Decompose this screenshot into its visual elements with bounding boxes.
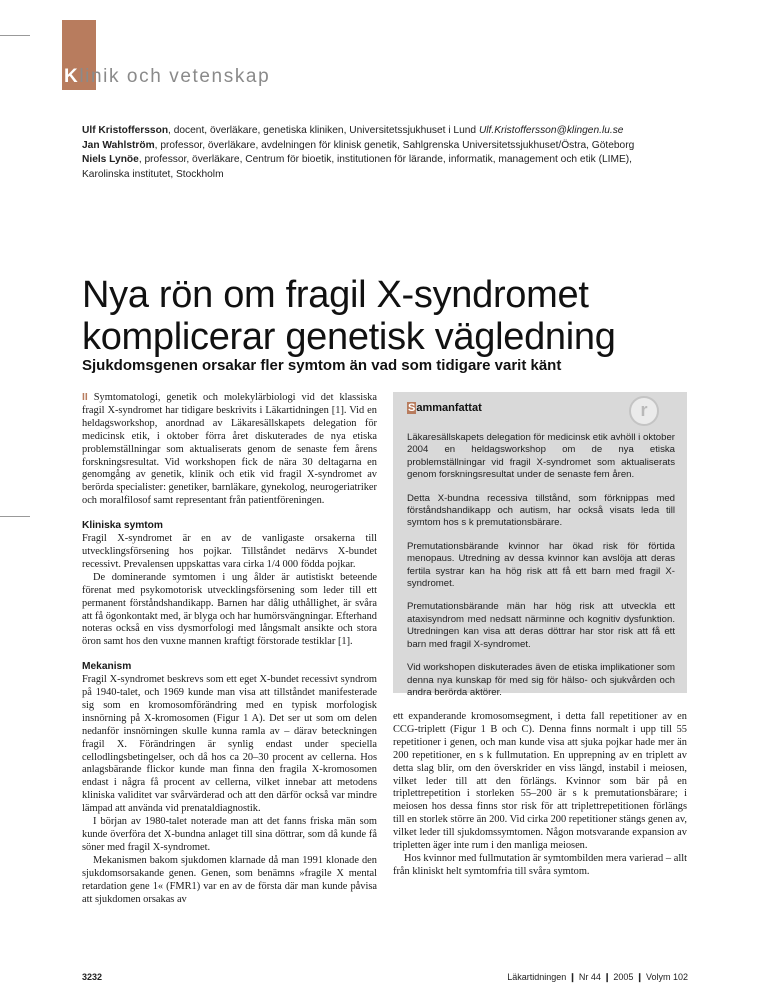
body-paragraph: ett expanderande kromosomsegment, i detta fall repetitioner av en CCG-triplett (Figur 1 B och C). Denna finns normalt i upp till 55 repetitioner i genen, och man kunde visa att sjuka pojkar hade mer än 200 repetitioner, en s k fullmutation. En upprepning av en triplett av detta slag blir, om den överskrider en viss längd, instabil i meiosen, vilket leder till att den förlängs. Kvinnor som bär på en triplettrepetition i storleken 55–200 är s k premutationsbärare; i meiosen hos dessa finns stor risk för att triplettrepetitionen förlängs till en storlek större än 200. Vid cirka 200 repetitioner stängs genen av, vilket leder till sjukdomssymtomen. Någon motsvarande expansion av tripletten äger inte rum i den manliga meiosen. <box>393 711 687 852</box>
right-column <box>393 711 687 879</box>
review-badge-icon <box>629 396 659 426</box>
summary-heading-initial: S <box>408 402 416 414</box>
article-subtitle: Sjukdomsgenen orsakar fler symtom än vad som tidigare varit känt <box>82 357 562 374</box>
section-label-initial: K <box>64 66 80 87</box>
author-line <box>82 124 682 139</box>
intro-paragraph <box>82 392 377 508</box>
author-affiliation: , professor, överläkare, Centrum för bioetik, institutionen för lärande, informatik, management och etik (LIME), Karolinska institutet, Stockholm <box>82 154 632 180</box>
body-paragraph: Hos kvinnor med fullmutation är symtombilden mera varierad – allt från kliniskt helt symtomfria till svåra symtom. <box>393 852 687 877</box>
intro-text: Symtomatologi, genetik och molekylärbiologi vid det klassiska fragil X-syndromet har tidigare beskrivits i Läkartidningen [1]. Vid en heldagsworkshop, anordnad av Läkaresällskapets delegation för medicinsk etik, i oktober förra året diskuterades de nya etiska problemställningar som aktualiserats genom de senaste fem årens forskningsresultat. Vid workshopen fick de nära 30 deltagarna en genomgång av genetik, klinik och etik vid fragil X-syndromet av berörda specialister: genetiker, barnläkare, gynekolog, neurogeriatriker och moralfilosof samt representant från patientföreningen. <box>82 392 378 507</box>
summary-heading <box>407 402 482 414</box>
journal-footer: Läkartidningen ❙ Nr 44 ❙ 2005 ❙ Volym 102 <box>507 972 688 982</box>
author-affiliation: , docent, överläkare, genetiska kliniken, Universitetssjukhuset i Lund <box>168 125 479 136</box>
review-badge-letter: r <box>640 400 648 420</box>
section-label <box>64 66 270 88</box>
author-email[interactable]: Ulf.Kristoffersson@klingen.lu.se <box>478 125 624 136</box>
summary-body <box>407 432 675 710</box>
author-line <box>82 153 682 182</box>
body-paragraph: De dominerande symtomen i ung ålder är autistiskt beteende förenat med psykomotorisk utvecklingsförsening som leder till ett permanent förståndshandikapp. Barnen har dålig uthållighet, är svåra att få ögonkontakt med, är blyga och har humörsvängningar. Efterhand noteras också en viss dysmorfologi med långsmalt ansikte och stora öron samt hos den vuxne mannen kraftigt förstorade testiklar [1]. <box>82 571 377 648</box>
author-affiliation: , professor, överläkare, avdelningen för klinisk genetik, Sahlgrenska Universitetssjukhuset/Östra, Göteborg <box>154 139 635 151</box>
author-list <box>82 124 682 182</box>
author-name: Ulf Kristoffersson <box>82 125 169 136</box>
section-label-rest: linik och vetenskap <box>79 66 271 87</box>
summary-paragraph: Detta X-bundna recessiva tillstånd, som förknippas med förståndshandikapp och autism, har också visats leda till symtom hos s k premutationsbärare. <box>407 492 675 529</box>
crop-mark-middle <box>0 516 30 517</box>
section-heading: Kliniska symtom <box>82 520 163 532</box>
summary-heading-rest: ammanfattat <box>416 402 482 414</box>
left-column <box>82 392 377 906</box>
author-name: Jan Wahlström <box>82 139 155 151</box>
body-paragraph: Fragil X-syndromet beskrevs som ett eget X-bundet recessivt syndrom på 1940-talet, och 1969 kunde man visa att tillståndet manifesterade sig som en kromosomförändring med en typisk morfologisk insnörning på X-kromosomen (Figur 1 A). Det ser ut som om delen nedanför insnörningen skulle kunna ramla av – därav beteckningen fragil X. Förändringen är synlig endast under speciella cellodlingsbetingelser, och då hos ca 20–30 procent av cellerna. Hos anlagsbärande flickor kunde man finna den fragila X-kromosomen endast i några få procent av cellerna, vilket innebar att metodens kliniska validitet var svårvärderad och att den därför också var mindre lämpad att använda vid prenataldiagnostik. <box>82 674 377 815</box>
summary-paragraph: Vid workshopen diskuterades även de etiska implikationer som denna nya kunskap för med sig för hälso- och sjukvården och andra berörda aktörer. <box>407 662 675 698</box>
intro-mark: II <box>82 392 88 403</box>
section-heading: Mekanism <box>82 661 132 673</box>
summary-paragraph: Premutationsbärande män har hög risk att utveckla ett ataxisyndrom med nedsatt närminne och kognitiv dysfunktion. Utredningen kan visa att deras döttrar har stor risk att få ett barn med fragil X-syndromet. <box>407 601 675 650</box>
body-paragraph: I början av 1980-talet noterade man att det fanns friska män som kunde överföra det X-bundna anlaget till sina döttrar, som då kunde få söner med fragil X-syndromet. <box>82 816 377 853</box>
article-title: Nya rön om fragil X-syndromet komplicerar genetisk vägledning <box>82 274 616 358</box>
summary-paragraph: Premutationsbärande kvinnor har ökad risk för förtida menopaus. Utredning av dessa kvinnor kan avslöja att deras fertila systrar kan ha hög risk att få ett barn med fragil X-syndromet. <box>407 540 675 590</box>
crop-mark-top <box>0 35 30 36</box>
summary-paragraph: Läkaresällskapets delegation för medicinsk etik avhöll i oktober 2004 en heldagsworkshop om de nya etiska problemställningar vid fragil X-syndromet som aktualiserats genom forskningsresultat under de senaste fem åren. <box>407 432 675 481</box>
author-name: Niels Lynöe <box>82 154 139 165</box>
summary-box <box>393 392 687 698</box>
author-line <box>82 139 682 154</box>
body-paragraph: Fragil X-syndromet är en av de vanligaste orsakerna till utvecklingsförsening hos pojkar. Tillståndet nedärvs X-bundet recessivt. Prevalensen uppskattas vara cirka 1/4 000 födda pojkar. <box>82 533 377 570</box>
page-number: 3232 <box>82 972 103 982</box>
body-paragraph: Mekanismen bakom sjukdomen klarnade då man 1991 klonade den sjukdomsorsakande genen. Genen, som benämns »fragile X mental retardation gene 1« (FMR1) var en av de första där man kunde påvisa att sjukdomen orsakas av <box>82 854 377 905</box>
